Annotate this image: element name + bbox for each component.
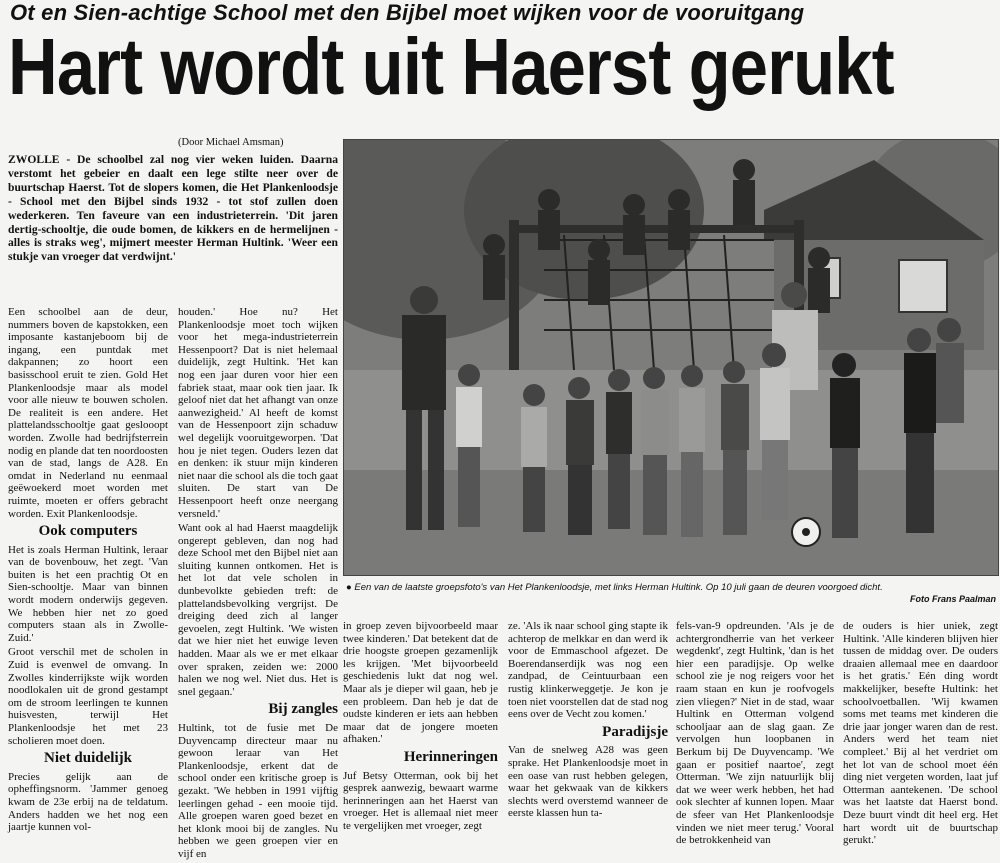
paragraph: de ouders is hier uniek, zegt Hultink. 'Alle kinderen blijven hier tussen de middag over. De ouders draaien allemaal mee en daardoor is het gratis.' Eén ding wordt makkelijker, besefte Hultink: het schoolvoetballen. 'Wij kwamen soms met teams met kinderen die drie jaar jonger waren dan de rest. Anders werd het team niet compleet.' Bij al het verdriet om het lot van de school moet één ding niet vergeten worden, laat juf Otterman aantekenen. 'De school was het laatste dat Haerst bond. Deze buurt vindt dit heel erg. Het hart wordt uit de buurtschap gerukt.' bbox=[843, 620, 998, 847]
column-2 bbox=[178, 306, 338, 863]
subheading: Paradijsje bbox=[602, 723, 668, 740]
paragraph: houden.' Hoe nu? Het Plankenloodsje moet toch wijken voor het mega-industrieterrein Hessenpoort? Dat is niet helemaal duidelijk, zegt Hultink. 'Het kan nog een jaar duren voor hier een fabriek staat, maar ook tien jaar. Ik geloof niet dat het afhangt van onze aanwezigheid.' Al heeft de komst van de Hessenpoort zijn schaduw wel degelijk vooruitgeworpen. 'Dat hou je niet tegen. Ouders lezen dat en denken: ik stuur mijn kinderen niet naar die school als die toch gaat sluiten. De start van De Hessenpoort heeft onze neergang versneld.' bbox=[178, 306, 338, 520]
group-photo bbox=[343, 139, 999, 576]
column-5 bbox=[676, 620, 834, 849]
column-3 bbox=[343, 620, 498, 835]
lead-paragraph: ZWOLLE - De schoolbel zal nog vier weken luiden. Daarna verstomt het gebeier en daalt een lege stilte neer over de buurtschap Haerst. Tot de slopers komen, die Het Plankenloodsje - School met den Bijbel sinds 1932 - tot stof zullen doen wederkeren. Ten faveure van een industrieterrein. 'Dit jaren dertig-schooltje, die oude bomen, de kikkers en de hermelijnen - alles is straks weg', mijmert meester Herman Hultink. 'Weer een stukje van vroeger dat verdwijnt.' bbox=[8, 153, 338, 264]
paragraph: Want ook al had Haerst maagdelijk ongerept gebleven, dan nog had deze School met den Bijbel niet aan sluiting kunnen ontkomen. Het is het lot dat vele scholen in dunbevolkte gebieden treft: de plattelandsbevolking vergrijst. De dreiging deed zich al langer gevoelen, zegt Hultink. 'We wisten dat we hier niet het euwige leven hadden. Maar als we er met elkaar over spraken, zeiden we: 2000 halen we nog wel. Niet dus. Het is snel gegaan.' bbox=[178, 522, 338, 698]
subheading: Bij zangles bbox=[268, 701, 338, 718]
paragraph: fels-van-9 opdreunden. 'Als je de achtergrondherrie van het verkeer wegdenkt', zegt Hultink, 'dan is het hier een paradijsje. Op welke school zie je nog reigers voor het raam staan en kun je roofvogels zien vliegen?' Niet in de stad, waar Hultink en Otterman volgend schooljaar aan de slag gaan. Ze vervolgen hun loopbanen in Berkum bij De Duyvencamp. 'We gaan er positief naartoe', zegt Otterman. 'We zijn natuurlijk blij dat we weer werk hebben, het had ook slechter af kunnen lopen. Maar de sfeer van Het Plankenloodsje vinden we niet meer terug.' Vooral de betrokkenheid van bbox=[676, 620, 834, 847]
photo-credit: Foto Frans Paalman bbox=[909, 594, 996, 604]
paragraph: Een schoolbel aan de deur, nummers boven de kapstokken, een imposante kastanjeboom bij de ingang, een puntdak met dakpannen; zo hoort een basisschool eruit te zien. Gold Het Plankenloodsje maar als model voor alle nieuw te bouwen scholen. De realiteit is een andere. Het plattelandsschooltje gaat geslooopt worden. Zwolle had bedrijfsterrein nodig en plande dat ten noordoosten van de stad, langs de A28. En omdat in Nederland nu eenmaal geëwoekerd moet worden met ruimte, moeten er offers gebracht worden. Exit Plankenloodsje. bbox=[8, 306, 168, 520]
paragraph: Precies gelijk aan de opheffingsnorm. 'Jammer genoeg kwam de 23e erbij na de teldatum. Anders hadden we het nog een jaartje kunnen vol- bbox=[8, 770, 168, 834]
photo-caption: ● Een van de laatste groepsfoto's van Het Plankenloodsje, met links Herman Hultink. Op 10 juli gaan de deuren voorgoed dicht. bbox=[346, 582, 883, 593]
subheading: Herinneringen bbox=[403, 748, 498, 765]
caption-text: Een van de laatste groepsfoto's van Het Plankenloodsje, met links Herman Hultink. Op 10 juli gaan de deuren voorgoed dicht. bbox=[354, 582, 883, 593]
photo-illustration bbox=[344, 140, 998, 575]
paragraph: Groot verschil met de scholen in Zuid is evenwel de omvang. In Zwolles kinderrijkste wijk worden noodlokalen uit de grond gestampt om de stroom leerlingen te kunnen huisvesten, terwijl Het Plankenloodsje het met 23 scholieren moet doen. bbox=[8, 646, 168, 747]
column-6 bbox=[843, 620, 998, 849]
paragraph: Het is zoals Herman Hultink, leraar van de bovenbouw, het zegt. 'Van buiten is het een prachtig Ot en Sien-schooltje. Maar van binnen wordt modern onderwijs gegeven. We hebben hier net zo goed computers staan als in Zwolle-Zuid.' bbox=[8, 543, 168, 644]
kicker: Ot en Sien-achtige School met den Bijbel moet wijken voor de vooruitgang bbox=[10, 0, 805, 25]
subheading: Ook computers bbox=[38, 523, 138, 540]
byline: (Door Michael Amsman) bbox=[178, 137, 284, 148]
headline: Hart wordt uit Haerst gerukt bbox=[8, 22, 894, 111]
paragraph: ze. 'Als ik naar school ging stapte ik achterop de melkkar en dan werd ik voor de Emmaschool afgezet. De Boerendanserdijk was nog een zandpad, de Ceintuurbaan een rustig klinkerweggetje. Je kon je toen niet voorstellen dat de stad nog eens over de Vecht zou komen.' bbox=[508, 620, 668, 721]
paragraph: in groep zeven bijvoorbeeld maar twee kinderen.' Dat betekent dat de drie hoogste groepen gezamenlijk les krijgen. 'Met bijvoorbeeld geschiedenis lukt dat nog wel. Maar als je dieper wil gaan, heb je een probleem. Dan heb je dat de oudste kinderen er iets aan hebben maar dat de jongere moeten afhaken.' bbox=[343, 620, 498, 746]
column-4 bbox=[508, 620, 668, 822]
paragraph: Juf Betsy Otterman, ook bij het gesprek aanwezig, bewaart warme herinneringen aan het Haerst van vroeger. Het is allemaal niet meer te vergelijken met vroeger, zegt bbox=[343, 769, 498, 832]
paragraph: Van de snelweg A28 was geen sprake. Het Plankenloodsje moet in een oase van rust hebben gelegen, waar het gekwaak van de kikkers slechts werd overstemd wanneer de eerste klassen hun ta- bbox=[508, 744, 668, 820]
paragraph: Hultink, tot de fusie met De Duyvencamp directeur maar nu gewoon leraar van Het Plankenloodsje, erkent dat de school onder een kritische groep is gezakt. 'We hebben in 1991 vijftig leerlingen gehad - een mooie tijd. Alle groepen waren goed bezet en het klonk mooi bij de zangles. Nu hebben we geen groepen vier en vijf en bbox=[178, 722, 338, 860]
subheading: Niet duidelijk bbox=[44, 750, 132, 767]
column-1 bbox=[8, 306, 168, 836]
